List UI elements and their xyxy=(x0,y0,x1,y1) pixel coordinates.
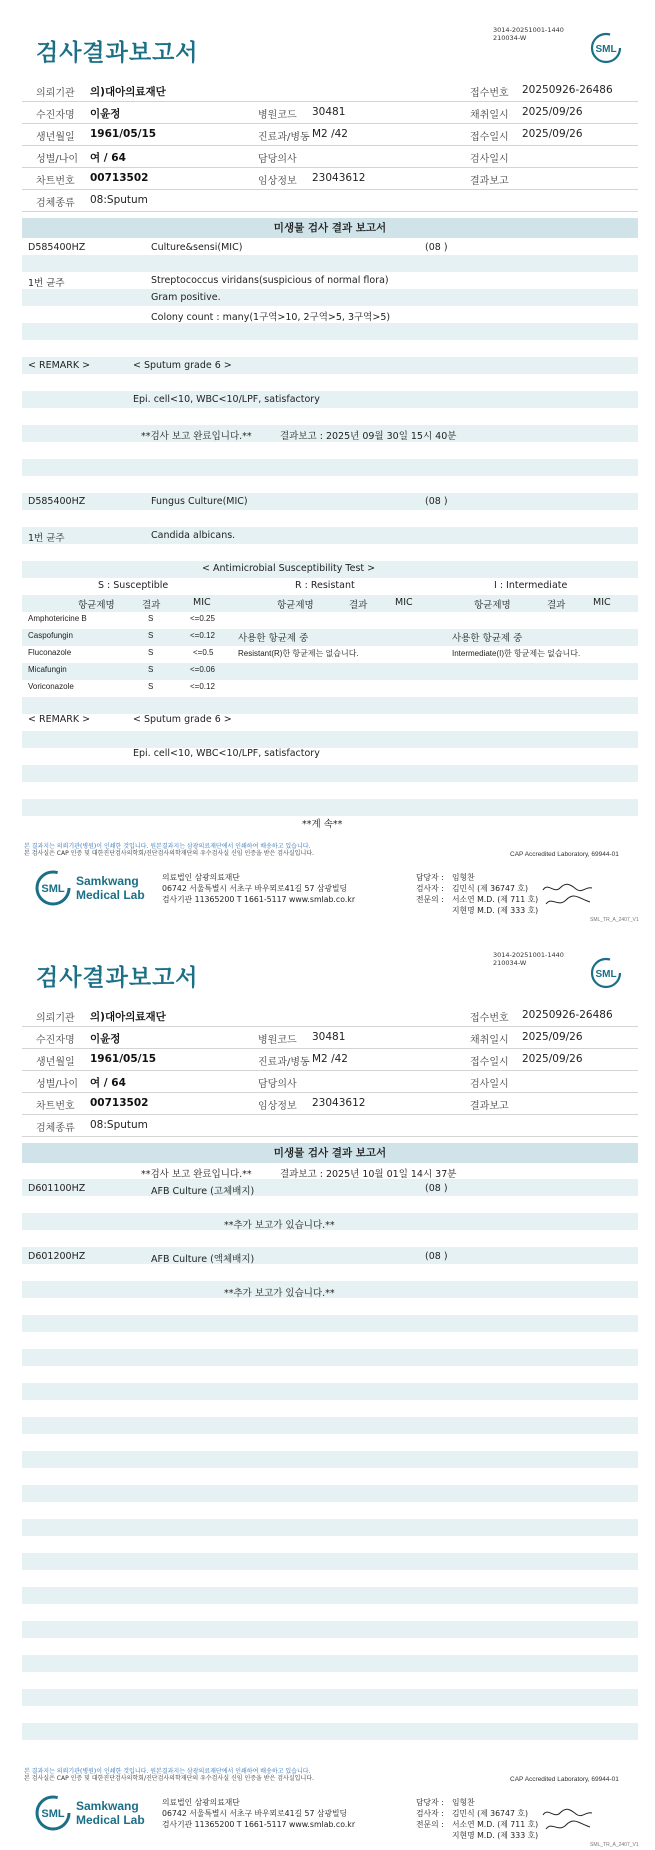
additional-report-notice: **추가 보고가 있습니다.** xyxy=(224,1288,335,1299)
drug-result: S xyxy=(148,665,154,674)
organism-label: 1번 균주 xyxy=(28,278,65,289)
sml-logo-icon xyxy=(590,957,622,989)
info-row-name: 수진자명 이윤정 병원코드 30481 채취일시 2025/09/26 xyxy=(22,102,638,124)
organism-name: Streptococcus viridans(suspicious of normal flora) xyxy=(151,275,389,286)
stripe xyxy=(22,459,638,476)
stripe xyxy=(22,391,638,408)
test-name: AFB Culture (고체배지) xyxy=(151,1186,255,1197)
stripe xyxy=(22,1587,638,1604)
footer-note: 본 결과지는 의뢰기관(병원)이 인쇄한 것입니다. 원본결과지는 삼광의료재단에서 인쇄하여 배송하고 있습니다. 본 검사실은 CAP 인증 및 대한진단검사의학회/진단검사의학재단의 우수검사실 신임 인증을 받은 검사실입니다. xyxy=(24,843,314,857)
drug-mic: <=0.06 xyxy=(190,665,215,674)
report-complete: **검사 보고 완료입니다.** xyxy=(141,431,252,442)
sml-logo-icon xyxy=(590,32,622,64)
info-row-specimen: 검체종류 08:Sputum xyxy=(22,190,638,212)
col-header-mic: MIC xyxy=(593,597,611,608)
cap-accreditation: CAP Accredited Laboratory, 69944-01 xyxy=(510,1776,619,1783)
used-drug-i: 사용한 항균제 중 xyxy=(452,633,523,644)
col-header-drug: 항균제명 xyxy=(277,600,314,611)
section-title: 미생물 검사 결과 보고서 xyxy=(22,218,638,238)
stripe xyxy=(22,1723,638,1740)
stripe xyxy=(22,527,638,544)
test-code: D601100HZ xyxy=(28,1183,86,1194)
svg-text:SML: SML xyxy=(41,883,65,895)
drug-result: S xyxy=(148,648,154,657)
brand-name: Samkwang Medical Lab xyxy=(76,874,145,902)
stripe xyxy=(22,1247,638,1264)
stripe xyxy=(22,289,638,306)
stripe xyxy=(22,663,638,680)
stripe xyxy=(22,1553,638,1570)
stripe xyxy=(22,323,638,340)
resistant-none: Resistant(R)한 항균제는 없습니다. xyxy=(238,649,359,658)
report-time: 결과보고 : 2025년 10월 01일 14시 37분 xyxy=(280,1169,457,1180)
test-code: D585400HZ xyxy=(28,496,86,507)
info-row-sex-age: 성별/나이 여 / 64 담당의사 검사일시 xyxy=(22,1071,638,1093)
drug-result: S xyxy=(148,631,154,640)
drug-name: Voriconazole xyxy=(28,682,74,691)
stripe xyxy=(22,1519,638,1536)
test-name: AFB Culture (액체배지) xyxy=(151,1254,255,1265)
specimen-code: (08 ) xyxy=(425,1251,448,1262)
organism-label: 1번 균주 xyxy=(28,533,65,544)
used-drug-r: 사용한 항균제 중 xyxy=(238,633,309,644)
signature-icon xyxy=(540,880,595,910)
stripe xyxy=(22,357,638,374)
stripe xyxy=(22,1349,638,1366)
ast-legend-r: R : Resistant xyxy=(295,580,355,591)
section-title: 미생물 검사 결과 보고서 xyxy=(22,1143,638,1163)
info-row-chart: 차트번호 00713502 임상정보 23043612 결과보고 xyxy=(22,1093,638,1115)
organism-name: Candida albicans. xyxy=(151,530,236,541)
footer-note: 본 결과지는 의뢰기관(병원)이 인쇄한 것입니다. 원본결과지는 삼광의료재단에서 인쇄하여 배송하고 있습니다. 본 검사실은 CAP 인증 및 대한진단검사의학회/진단검사의학재단의 우수검사실 신임 인증을 받은 검사실입니다. xyxy=(24,1768,314,1782)
colony-count: Colony count : many(1구역>10, 2구역>5, 3구역>5) xyxy=(151,312,391,323)
stripe xyxy=(22,255,638,272)
staff-info: 담당자 : 임형찬 검사자 : 김민식 (제 36747 호) 전문의 : 서소연 M.D. (제 711 호) 지현명 M.D. (제 333 호) xyxy=(416,1798,539,1840)
specimen-code: (08 ) xyxy=(425,1183,448,1194)
col-header-result: 결과 xyxy=(349,600,368,611)
stripe xyxy=(22,1383,638,1400)
drug-result: S xyxy=(148,682,154,691)
test-name: Culture&sensi(MIC) xyxy=(151,242,243,253)
specimen-code: (08 ) xyxy=(425,242,448,253)
specimen-code: (08 ) xyxy=(425,496,448,507)
svg-text:SML: SML xyxy=(595,44,617,55)
stripe xyxy=(22,765,638,782)
col-header-drug: 항균제명 xyxy=(78,600,115,611)
doc-number: 3014-20251001-1440 210034-W xyxy=(493,26,564,42)
col-header-result: 결과 xyxy=(547,600,566,611)
stripe xyxy=(22,493,638,510)
col-header-result: 결과 xyxy=(142,600,161,611)
drug-mic: <=0.12 xyxy=(190,682,215,691)
sml-logo-icon xyxy=(34,1793,74,1833)
stripe xyxy=(22,1451,638,1468)
info-row-chart: 차트번호 00713502 임상정보 23043612 결과보고 xyxy=(22,168,638,190)
test-code: D601200HZ xyxy=(28,1251,86,1262)
drug-name: Fluconazole xyxy=(28,648,72,657)
svg-text:SML: SML xyxy=(41,1808,65,1820)
drug-result: S xyxy=(148,614,154,623)
stripe xyxy=(22,1485,638,1502)
info-row-sex-age: 성별/나이 여 / 64 담당의사 검사일시 xyxy=(22,146,638,168)
sputum-grade: < Sputum grade 6 > xyxy=(133,360,232,371)
stripe xyxy=(22,1621,638,1638)
col-header-mic: MIC xyxy=(395,597,413,608)
drug-mic: <=0.25 xyxy=(190,614,215,623)
report-title: 검사결과보고서 xyxy=(36,40,199,66)
info-row-specimen: 검체종류 08:Sputum xyxy=(22,1115,638,1137)
info-row-birth: 생년월일 1961/05/15 진료과/병동 M2 /42 접수일시 2025/09/26 xyxy=(22,124,638,146)
continued-notice: **계 속** xyxy=(302,819,343,830)
stripe xyxy=(22,1315,638,1332)
report-title: 검사결과보고서 xyxy=(36,965,199,991)
drug-name: Micafungin xyxy=(28,665,67,674)
signature-icon xyxy=(540,1805,595,1835)
ast-legend-i: I : Intermediate xyxy=(494,580,568,591)
patient-info xyxy=(22,80,638,212)
test-code: D585400HZ xyxy=(28,242,86,253)
remark-label: < REMARK > xyxy=(28,714,91,725)
ast-title: < Antimicrobial Susceptibility Test > xyxy=(202,563,376,574)
staff-info: 담당자 : 임형찬 검사자 : 김민식 (제 36747 호) 전문의 : 서소연 M.D. (제 711 호) 지현명 M.D. (제 333 호) xyxy=(416,873,539,915)
test-name: Fungus Culture(MIC) xyxy=(151,496,248,507)
stripe xyxy=(22,629,638,646)
svg-text:SML: SML xyxy=(595,969,617,980)
org-info: 의료법인 삼광의료재단 06742 서울특별시 서초구 바우뫼로41길 57 삼광빌딩 검사기관 11365200 T 1661-5117 www.smlab.co.kr xyxy=(162,873,356,904)
drug-mic: <=0.12 xyxy=(190,631,215,640)
samkwang-logo xyxy=(34,868,154,910)
report-page-2 xyxy=(0,925,655,1850)
stripe xyxy=(22,799,638,816)
info-row-institution: 의뢰기관 의)대아의료재단 접수번호 20250926-26486 xyxy=(22,1005,638,1027)
drug-mic: <=0.5 xyxy=(193,648,214,657)
org-info: 의료법인 삼광의료재단 06742 서울특별시 서초구 바우뫼로41길 57 삼광빌딩 검사기관 11365200 T 1661-5117 www.smlab.co.kr xyxy=(162,1798,356,1829)
ast-legend-s: S : Susceptible xyxy=(98,580,169,591)
epi-cell: Epi. cell<10, WBC<10/LPF, satisfactory xyxy=(133,748,320,759)
epi-cell: Epi. cell<10, WBC<10/LPF, satisfactory xyxy=(133,394,320,405)
col-header-drug: 항균제명 xyxy=(474,600,511,611)
stripe xyxy=(22,1179,638,1196)
brand-name: Samkwang Medical Lab xyxy=(76,1799,145,1827)
report-time: 결과보고 : 2025년 09월 30일 15시 40분 xyxy=(280,431,457,442)
stripe xyxy=(22,697,638,714)
additional-report-notice: **추가 보고가 있습니다.** xyxy=(224,1220,335,1231)
doc-number: 3014-20251001-1440 210034-W xyxy=(493,951,564,967)
gram-stain: Gram positive. xyxy=(151,292,221,303)
form-number: SML_TR_A_2407_V1 xyxy=(590,917,639,923)
stripe xyxy=(22,1689,638,1706)
drug-name: Amphotericine B xyxy=(28,614,87,623)
report-complete: **검사 보고 완료입니다.** xyxy=(141,1169,252,1180)
samkwang-logo xyxy=(34,1793,154,1835)
stripe xyxy=(22,731,638,748)
sml-logo-icon xyxy=(34,868,74,908)
remark-label: < REMARK > xyxy=(28,360,91,371)
col-header-mic: MIC xyxy=(193,597,211,608)
patient-info xyxy=(22,1005,638,1137)
form-number: SML_TR_A_2407_V1 xyxy=(590,1842,639,1848)
sputum-grade: < Sputum grade 6 > xyxy=(133,714,232,725)
info-row-institution: 의뢰기관 의)대아의료재단 접수번호 20250926-26486 xyxy=(22,80,638,102)
intermediate-none: Intermediate(I)한 항균제는 없습니다. xyxy=(452,649,581,658)
stripe xyxy=(22,1417,638,1434)
stripe xyxy=(22,1655,638,1672)
info-row-name: 수진자명 이윤정 병원코드 30481 채취일시 2025/09/26 xyxy=(22,1027,638,1049)
cap-accreditation: CAP Accredited Laboratory, 69944-01 xyxy=(510,851,619,858)
info-row-birth: 생년월일 1961/05/15 진료과/병동 M2 /42 접수일시 2025/09/26 xyxy=(22,1049,638,1071)
drug-name: Caspofungin xyxy=(28,631,73,640)
